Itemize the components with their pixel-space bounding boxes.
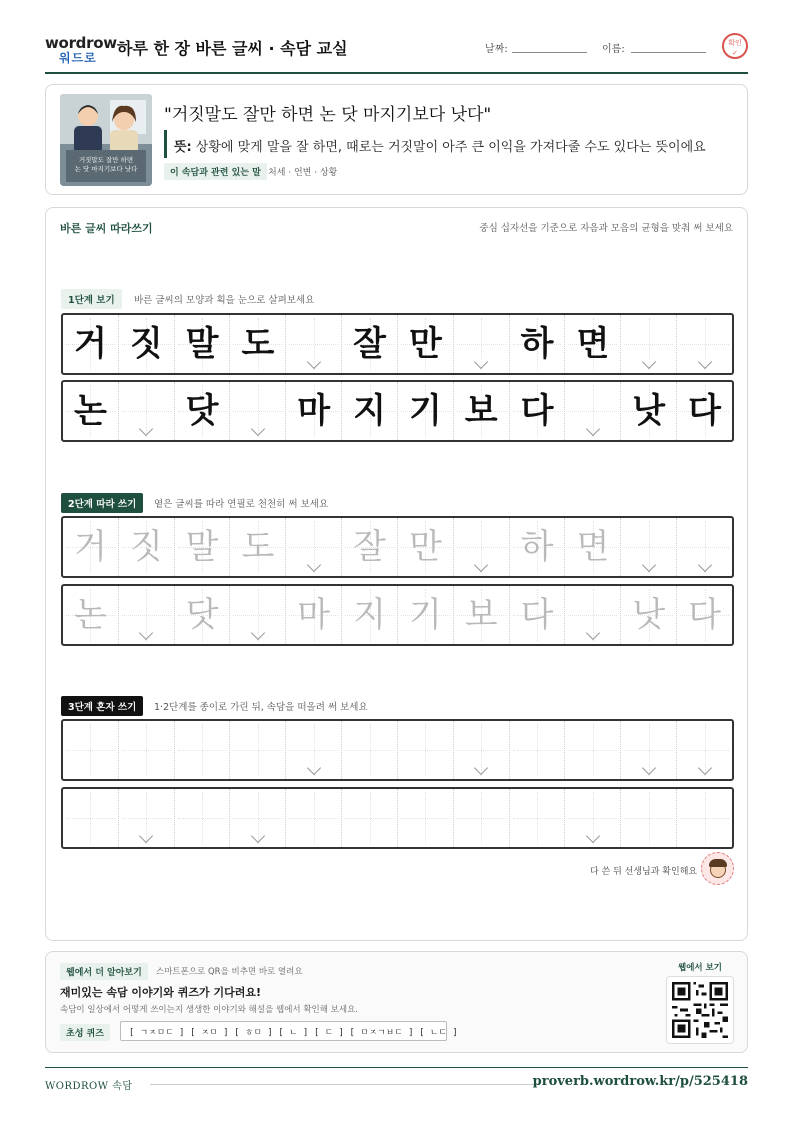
grid-cell	[621, 315, 677, 373]
qr-code-icon[interactable]	[666, 976, 734, 1044]
grid-char: 마	[297, 595, 331, 635]
grid-cell[interactable]	[119, 789, 175, 847]
grid-char: 마	[297, 391, 331, 431]
grid-cell[interactable]	[175, 721, 231, 779]
grid-cell[interactable]	[286, 518, 342, 576]
grid-cell[interactable]	[63, 721, 119, 779]
proverb-title: "거짓말도 잘만 하면 논 닷 마지기보다 낫다"	[164, 105, 492, 125]
space-marker-icon	[586, 829, 600, 843]
grid-char: 다	[520, 595, 554, 635]
grid-cell	[119, 315, 175, 373]
grid-cell[interactable]	[677, 518, 732, 576]
grid-cell[interactable]	[677, 789, 732, 847]
grid-cell[interactable]	[230, 586, 286, 644]
grid-cell	[565, 382, 621, 440]
grid-cell[interactable]	[63, 586, 119, 644]
grid-char: 보	[464, 391, 498, 431]
grid-char: 거	[73, 324, 107, 364]
grid-cell[interactable]	[510, 518, 566, 576]
grid-cell[interactable]	[621, 789, 677, 847]
grid-cell	[621, 382, 677, 440]
step2-tag: 2단계 따라 쓰기	[61, 493, 143, 513]
grid-cell[interactable]	[119, 721, 175, 779]
grid-cell	[175, 382, 231, 440]
page-title: 하루 한 장 바른 글씨 · 속담 교실	[117, 39, 348, 58]
grid-char: 지	[353, 391, 386, 431]
space-marker-icon	[307, 355, 321, 369]
grid-char: 보	[464, 595, 498, 635]
qr-graphic	[672, 982, 728, 1038]
logo-korean: 워드로	[59, 51, 97, 65]
grid-char: 논	[73, 595, 107, 635]
grid-cell[interactable]	[230, 721, 286, 779]
grid-char: 거	[73, 527, 107, 567]
grid-cell[interactable]	[342, 789, 398, 847]
grid-cell[interactable]	[510, 586, 566, 644]
grid-char: 도	[241, 324, 275, 364]
grid-char: 잘	[353, 527, 386, 567]
grid-cell[interactable]	[175, 789, 231, 847]
grid-cell[interactable]	[621, 721, 677, 779]
grid-char: 짓	[129, 527, 163, 567]
grid-char: 다	[520, 391, 554, 431]
chosung-quiz: [ ㄱㅈㅁㄷ ] [ ㅈㅁ ] [ ㅎㅁ ] [ ㄴ ] [ ㄷ ] [ ㅁㅈㄱㅂㄷ ] [ ㄴㄷ ]	[120, 1021, 447, 1041]
grid-char: 면	[576, 527, 610, 567]
space-marker-icon	[642, 355, 656, 369]
grid-cell	[677, 382, 732, 440]
grid-cell	[454, 315, 510, 373]
quiz-label: 초성 퀴즈	[60, 1024, 110, 1041]
grid-char: 잘	[353, 324, 386, 364]
grid-char: 만	[408, 324, 442, 364]
name-label: 이름:	[602, 44, 625, 55]
space-marker-icon	[251, 829, 265, 843]
grid-cell[interactable]	[398, 586, 454, 644]
grid-char: 하	[520, 527, 554, 567]
illustration-caption-1: 거짓말도 잘만 하면	[78, 156, 134, 164]
grid-cell	[342, 315, 398, 373]
date-field[interactable]	[512, 52, 587, 53]
logo-wordmark: wordrow	[45, 34, 117, 52]
grid-cell[interactable]	[510, 721, 566, 779]
space-marker-icon	[251, 626, 265, 640]
grid-cell	[175, 315, 231, 373]
grid-char: 다	[688, 391, 721, 431]
grid-char: 낫	[632, 595, 666, 635]
grid-cell[interactable]	[621, 518, 677, 576]
related-words-tag: 이 속담과 관련 있는 말	[164, 163, 267, 180]
grid-cell[interactable]	[565, 721, 621, 779]
related-words: 처세 · 언변 · 상황	[268, 168, 338, 178]
step1-row1	[61, 313, 734, 375]
grid-cell	[510, 382, 566, 440]
space-marker-icon	[139, 422, 153, 436]
illustration-caption-2: 논 닷 마지기보다 낫다	[74, 165, 138, 173]
grid-cell	[286, 382, 342, 440]
grid-char: 기	[408, 595, 442, 635]
space-marker-icon	[697, 355, 711, 369]
grid-cell[interactable]	[342, 586, 398, 644]
step3-desc: 1·2단계를 종이로 가린 뒤, 속담을 떠올려 써 보세요	[154, 702, 368, 713]
grid-char: 다	[688, 595, 721, 635]
web-more-desc: 스마트폰으로 QR을 비추면 바로 열려요	[156, 967, 303, 977]
grid-cell	[342, 382, 398, 440]
space-marker-icon	[474, 558, 488, 572]
proverb-illustration	[60, 94, 152, 186]
grid-char: 지	[353, 595, 386, 635]
writing-practice-panel	[45, 207, 748, 941]
grid-char: 만	[408, 527, 442, 567]
grid-char: 말	[185, 324, 219, 364]
grid-char: 짓	[129, 324, 163, 364]
qr-label: 웹에서 보기	[678, 963, 723, 973]
grid-char: 낫	[632, 391, 666, 431]
space-marker-icon	[586, 422, 600, 436]
grid-cell[interactable]	[565, 586, 621, 644]
proverb-card	[45, 84, 748, 195]
grid-char: 말	[185, 527, 219, 567]
grid-cell[interactable]	[119, 586, 175, 644]
space-marker-icon	[251, 422, 265, 436]
space-marker-icon	[697, 558, 711, 572]
footer-url-link[interactable]: proverb.wordrow.kr/p/525418	[532, 1074, 748, 1089]
grid-cell	[565, 315, 621, 373]
web-more-panel	[45, 951, 748, 1053]
illustration-image	[60, 94, 152, 186]
grid-cell	[119, 382, 175, 440]
grid-char: 논	[73, 391, 107, 431]
space-marker-icon	[642, 761, 656, 775]
teacher-check-text: 다 쓴 뒤 선생님과 확인해요	[590, 867, 698, 877]
wordrow-logo[interactable]	[45, 34, 117, 66]
space-marker-icon	[474, 761, 488, 775]
web-description: 속담이 일상에서 어떻게 쓰이는지 생생한 이야기와 해설을 웹에서 확인해 보세요.	[60, 1005, 358, 1015]
space-marker-icon	[474, 355, 488, 369]
grid-char: 면	[576, 324, 610, 364]
space-marker-icon	[307, 558, 321, 572]
grid-cell[interactable]	[119, 518, 175, 576]
grid-cell[interactable]	[454, 721, 510, 779]
grid-cell[interactable]	[286, 789, 342, 847]
grid-cell[interactable]	[398, 789, 454, 847]
grid-cell	[230, 315, 286, 373]
grid-cell[interactable]	[677, 586, 732, 644]
step1-tag: 1단계 보기	[61, 289, 122, 309]
space-marker-icon	[139, 626, 153, 640]
step2-row1[interactable]	[61, 516, 734, 578]
meaning-accent-bar	[164, 130, 167, 158]
grid-char: 닷	[185, 391, 219, 431]
grid-cell[interactable]	[175, 518, 231, 576]
proverb-meaning	[174, 136, 706, 155]
grid-char: 하	[520, 324, 554, 364]
grid-cell[interactable]	[230, 518, 286, 576]
grid-cell	[286, 315, 342, 373]
grid-cell[interactable]	[454, 586, 510, 644]
step3-row1[interactable]	[61, 719, 734, 781]
practice-title: 바른 글씨 따라쓰기	[60, 222, 153, 235]
space-marker-icon	[697, 761, 711, 775]
step3-row2[interactable]	[61, 787, 734, 849]
step2-row2[interactable]	[61, 584, 734, 646]
footer-brand: WORDROW 속담	[45, 1081, 133, 1092]
teacher-face-icon	[701, 852, 734, 885]
page-header	[45, 30, 748, 74]
grid-cell	[63, 382, 119, 440]
grid-cell[interactable]	[63, 789, 119, 847]
grid-cell	[510, 315, 566, 373]
space-marker-icon	[139, 829, 153, 843]
grid-cell	[230, 382, 286, 440]
grid-cell[interactable]	[677, 721, 732, 779]
grid-char: 닷	[185, 595, 219, 635]
grid-cell[interactable]	[565, 518, 621, 576]
grid-cell[interactable]	[454, 789, 510, 847]
grid-char: 기	[408, 391, 442, 431]
grid-cell[interactable]	[398, 518, 454, 576]
grid-cell[interactable]	[398, 721, 454, 779]
practice-hint: 중심 십자선을 기준으로 자음과 모음의 균형을 맞춰 써 보세요	[479, 223, 733, 234]
grid-cell	[677, 315, 732, 373]
grid-cell[interactable]	[342, 518, 398, 576]
space-marker-icon	[307, 761, 321, 775]
grid-cell[interactable]	[230, 789, 286, 847]
stamp-label: 확인	[728, 39, 742, 47]
meaning-label: 뜻:	[174, 140, 192, 155]
grid-cell[interactable]	[454, 518, 510, 576]
web-more-tag: 웹에서 더 알아보기	[60, 963, 148, 980]
web-headline: 재미있는 속담 이야기와 퀴즈가 기다려요!	[60, 986, 261, 999]
step3-tag: 3단계 혼자 쓰기	[61, 696, 143, 716]
grid-cell[interactable]	[175, 586, 231, 644]
grid-cell[interactable]	[565, 789, 621, 847]
grid-cell[interactable]	[621, 586, 677, 644]
grid-cell[interactable]	[63, 518, 119, 576]
grid-cell[interactable]	[342, 721, 398, 779]
meaning-text: 상황에 맞게 말을 잘 하면, 때로는 거짓말이 아주 큰 이익을 가져다줄 수도 있다는 뜻이에요	[195, 140, 706, 155]
grid-char: 도	[241, 527, 275, 567]
date-label: 날짜:	[485, 44, 508, 55]
footer-divider	[45, 1067, 748, 1068]
space-marker-icon	[586, 626, 600, 640]
name-field[interactable]	[631, 52, 706, 53]
grid-cell	[398, 315, 454, 373]
grid-cell[interactable]	[510, 789, 566, 847]
check-stamp-icon: 확인 ✓	[722, 33, 748, 59]
grid-cell[interactable]	[286, 586, 342, 644]
step2-desc: 옅은 글씨를 따라 연필로 천천히 써 보세요	[154, 499, 329, 510]
grid-cell	[398, 382, 454, 440]
grid-cell	[454, 382, 510, 440]
step1-desc: 바른 글씨의 모양과 획을 눈으로 살펴보세요	[134, 295, 315, 306]
grid-cell	[63, 315, 119, 373]
footer-rule	[150, 1084, 540, 1085]
grid-cell[interactable]	[286, 721, 342, 779]
step1-row2	[61, 380, 734, 442]
space-marker-icon	[642, 558, 656, 572]
